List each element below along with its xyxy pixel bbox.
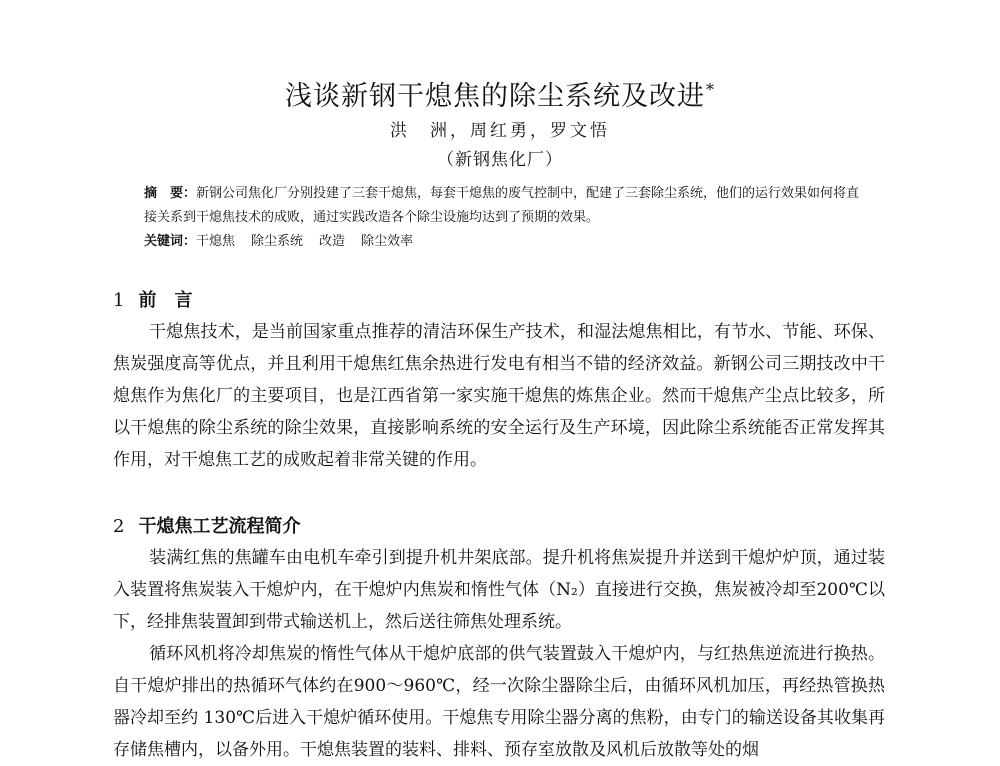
keyword: 除尘效率 [361, 234, 414, 249]
paper-authors: 洪 洲，周红勇，罗文悟 [390, 121, 610, 141]
section-title: 前 言 [138, 290, 193, 311]
abstract-label: 摘 要： [144, 186, 197, 201]
keywords-line [144, 230, 864, 254]
paper-affiliation: （新钢焦化厂） [437, 150, 563, 170]
body-paragraph [113, 638, 885, 766]
abstract-text: 新钢公司焦化厂分别投建了三套干熄焦，每套干熄焦的废气控制中，配建了三套除尘系统，他们的运行效果如何将直接关系到干熄焦技术的成败，通过实践改造各个除尘设施均达到了预期的效果。 [144, 186, 860, 225]
title-footnote-mark: * [706, 80, 715, 99]
section-heading [113, 286, 192, 312]
keyword: 除尘系统 [251, 234, 304, 249]
abstract-block [144, 182, 864, 254]
body-paragraph [113, 316, 885, 476]
paragraph-text: 干熄焦技术，是当前国家重点推荐的清洁环保生产技术，和湿法熄焦相比，有节水、节能、环保、焦炭强度高等优点，并且利用干熄焦红焦余热进行发电有相当不错的经济效益。新钢公司三期技改中干熄焦作为焦化厂的主要项目，也是江西省第一家实施干熄焦的炼焦企业。然而干熄焦产尘点比较多，所以干熄焦的除尘系统的除尘效果，直接影响系统的安全运行及生产环境，因此除尘系统能否正常发挥其作用，对干熄焦工艺的成败起着非常关键的作用。 [113, 322, 885, 470]
section-title: 干熄焦工艺流程简介 [138, 516, 301, 537]
keyword: 干熄焦 [196, 234, 236, 249]
paper-title [0, 74, 1000, 113]
abstract-paragraph [144, 182, 864, 230]
keywords-label: 关键词： [144, 234, 197, 249]
keyword: 改造 [319, 234, 346, 249]
section-number: 1 [113, 290, 125, 311]
paragraph-text: 循环风机将冷却焦炭的惰性气体从干熄炉底部的供气装置鼓入干熄炉内，与红热焦逆流进行换热。自干熄炉排出的热循环气体约在900～960℃，经一次除尘器除尘后，由循环风机加压，再经热管换热器冷却至约 130℃后进入干熄炉循环使用。干熄焦专用除尘器分离的焦粉，由专门的输送设备其收集再存储焦槽内，以备外用。干熄焦装置的装料、排料、预存室放散及风机后放散等处的烟 [113, 644, 885, 760]
section-heading [113, 512, 300, 538]
body-paragraph [113, 542, 885, 638]
paragraph-text: 装满红焦的焦罐车由电机车牵引到提升机井架底部。提升机将焦炭提升并送到干熄炉炉顶，通过装入装置将焦炭装入干熄炉内，在干熄炉内焦炭和惰性气体（N₂）直接进行交换，焦炭被冷却至200℃以下，经排焦装置卸到带式输送机上，然后送往筛焦处理系统。 [113, 548, 885, 632]
section-number: 2 [113, 516, 125, 537]
paper-title-text: 浅谈新钢干熄焦的除尘系统及改进 [285, 81, 705, 112]
